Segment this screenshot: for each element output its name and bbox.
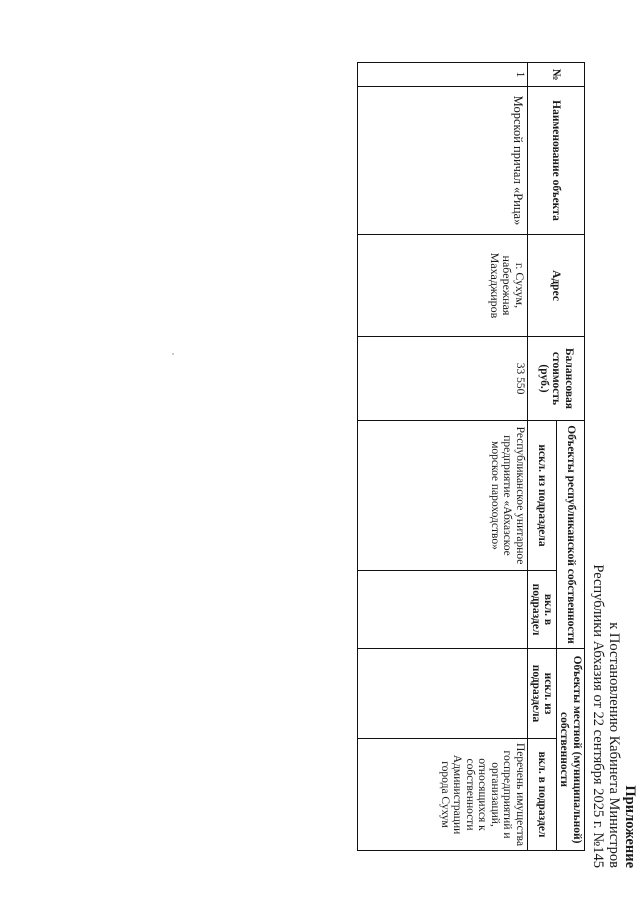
table-header-row (557, 63, 585, 851)
subheader-municipal-excluded: искл. из подраздела (528, 649, 557, 739)
appendix-header (590, 564, 638, 868)
appendix-title: Приложение (622, 785, 638, 868)
subheader-municipal-included: вкл. в подраздел (528, 739, 557, 851)
header-address: Адрес (528, 235, 585, 337)
header-book-value: Балансовая стоимость (руб.) (528, 337, 585, 421)
header-number: № (528, 63, 585, 87)
header-republican-property: Объекты республиканской собственности (557, 421, 585, 649)
cell-number: 1 (358, 63, 528, 87)
scan-speck (172, 353, 174, 355)
subheader-republican-included: вкл. в подраздел (528, 571, 557, 649)
property-table (357, 62, 585, 851)
appendix-line-2: Республики Абхазия от 22 сентября 2025 г. №145 (590, 564, 606, 868)
cell-republican-excluded: Республиканское унитарное предприятие «Абхазское морское пароходство» (358, 421, 528, 571)
header-municipal-property: Объекты местной (муниципальной) собственности (557, 649, 585, 851)
table-row (358, 63, 528, 851)
appendix-line-1: к Постановлению Кабинета Министров (606, 622, 622, 868)
cell-address: г. Сухум, набережная Махаджиров (358, 235, 528, 337)
cell-object-name: Морской причал «Рица» (358, 87, 528, 235)
cell-book-value: 33 550 (358, 337, 528, 421)
header-object-name: Наименование объекта (528, 87, 585, 235)
cell-municipal-excluded (358, 649, 528, 739)
subheader-republican-excluded: искл. из подраздела (528, 421, 557, 571)
cell-republican-included (358, 571, 528, 649)
cell-municipal-included: Перечень имущества госпредприятий и организаций, относящихся к собственности Администрации города Сухум (358, 739, 528, 851)
